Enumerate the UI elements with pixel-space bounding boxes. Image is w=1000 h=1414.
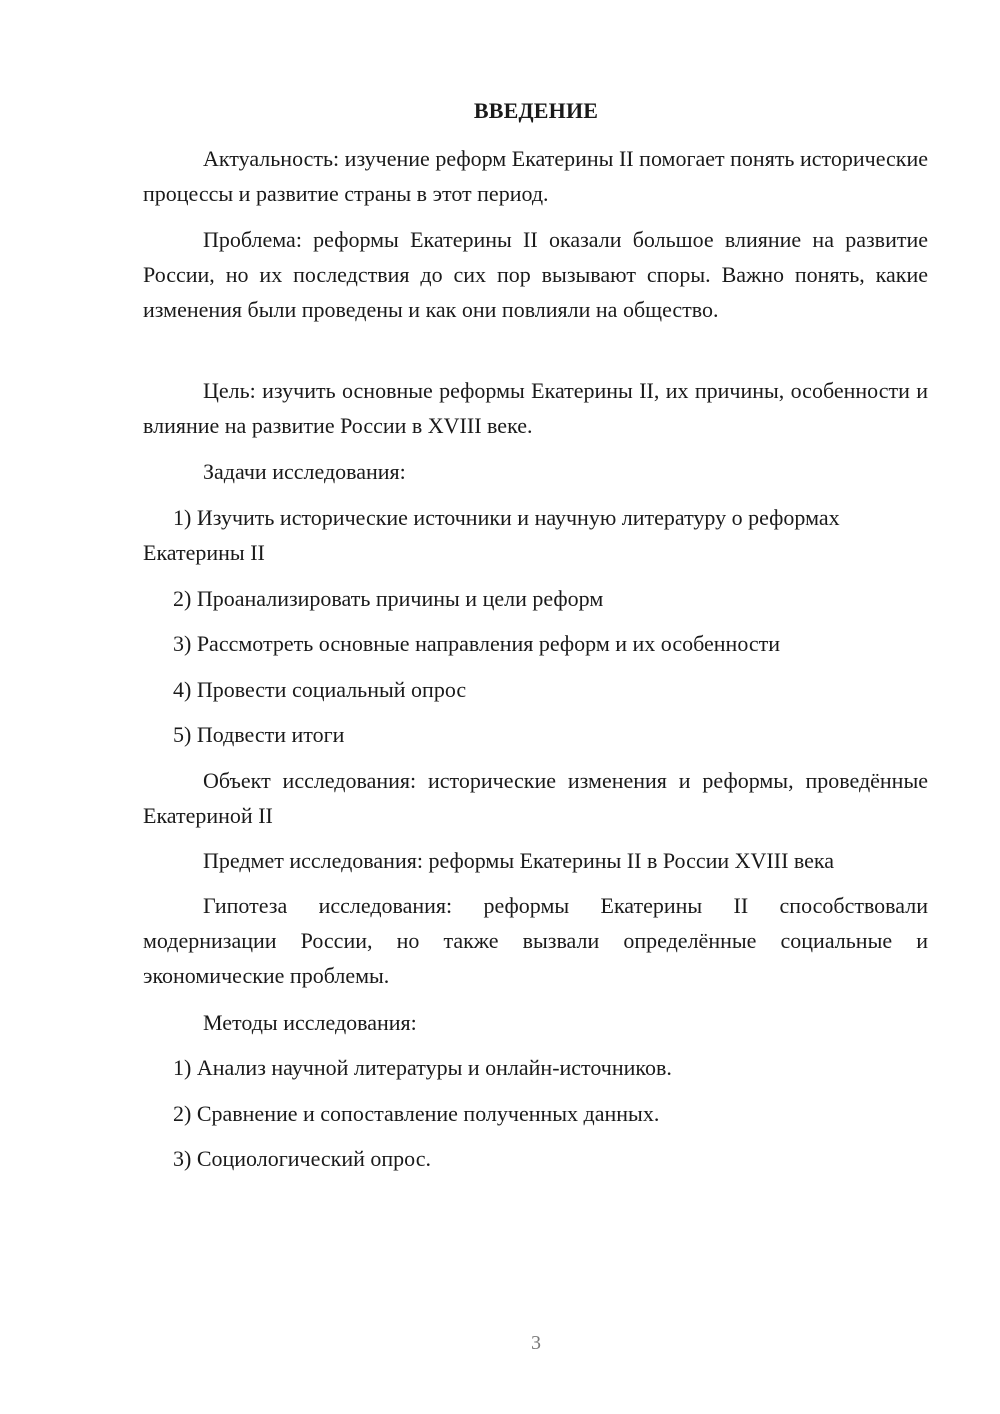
section-title: ВВЕДЕНИЕ (473, 98, 599, 123)
task-item-2: 2) Проанализировать причины и цели реформ (173, 586, 604, 611)
task-item-3: 3) Рассмотреть основные направления реформ и их особенности (173, 631, 781, 656)
paragraph-tasks-heading: Задачи исследования: (203, 459, 406, 484)
paragraph-problem: Проблема: реформы Екатерины II оказали большое влияние на развитие России, но их последствия до сих пор вызывают споры. Важно понять, какие изменения были проведены и как они повлияли на общество. (143, 227, 928, 322)
paragraph-object: Объект исследования: исторические изменения и реформы, проведённые Екатериной II (143, 768, 928, 828)
paragraph-subject: Предмет исследования: реформы Екатерины II в России XVIII века (203, 848, 835, 873)
method-item-1: 1) Анализ научной литературы и онлайн-источников. (173, 1055, 672, 1080)
paragraph-methods-heading: Методы исследования: (203, 1010, 417, 1035)
page-number: 3 (531, 1332, 541, 1354)
task-item-4: 4) Провести социальный опрос (173, 677, 467, 702)
paragraph-relevance: Актуальность: изучение реформ Екатерины II помогает понять исторические процессы и развитие страны в этот период. (143, 146, 928, 206)
paragraph-goal: Цель: изучить основные реформы Екатерины II, их причины, особенности и влияние на развитие России в XVIII веке. (143, 378, 928, 438)
paragraph-hypothesis: Гипотеза исследования: реформы Екатерины II способствовали модернизации России, но также вызвали определённые социальные и экономические проблемы. (143, 893, 928, 988)
method-item-2: 2) Сравнение и сопоставление полученных данных. (173, 1101, 660, 1126)
task-item-5: 5) Подвести итоги (173, 722, 345, 747)
task-item-1: 1) Изучить исторические источники и научную литературу о реформах Екатерины II (143, 505, 840, 565)
method-item-3: 3) Социологический опрос. (173, 1146, 431, 1171)
